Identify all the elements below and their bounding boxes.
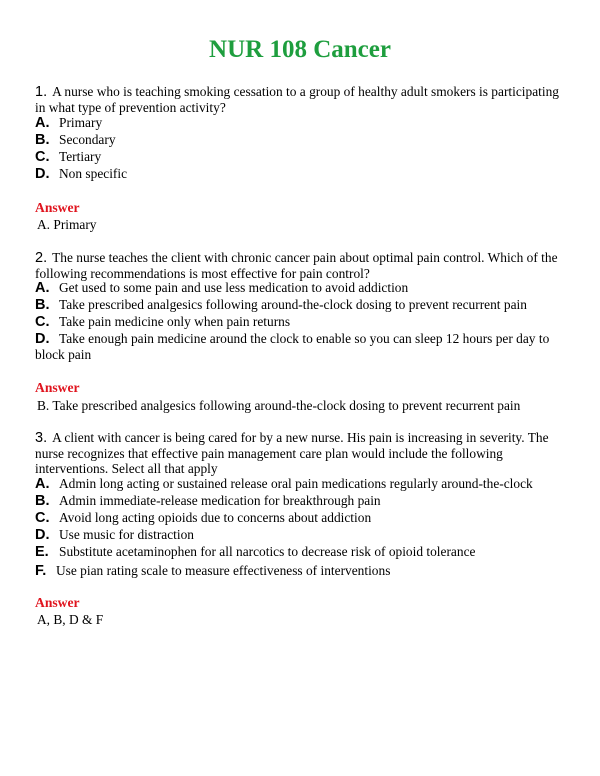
option-b: B. Secondary [35,132,116,148]
option-d: D. Take enough pain medicine around the clock to enable so you can sleep 12 hours per day to block pain [35,331,550,362]
option-e: E. Substitute acetaminophen for all narcotics to decrease risk of opioid tolerance [35,544,476,560]
question-2-options [35,280,565,362]
question-number: 1. [35,84,48,100]
page-title: NUR 108 Cancer [209,36,391,63]
question-text: 3. A client with cancer is being cared for by a new nurse. His pain is increasing in severity. The nurse recognizes that effective pain management care plan would include the following interventions. Select all that apply [35,430,549,476]
question-1 [35,84,565,115]
question-number: 2. [35,250,48,266]
question-text: 2. The nurse teaches the client with chronic cancer pain about optimal pain control. Which of the following recommendations is most effective for pain control? [35,250,558,281]
answer-text: B. Take prescribed analgesics following around-the-clock dosing to prevent recurrent pain [37,398,521,413]
answer-2 [35,380,565,413]
answer-1 [35,200,565,232]
option-d: D. Non specific [35,166,128,182]
answer-text: A. Primary [37,217,97,232]
option-a: A. Admin long acting or sustained release oral pain medications regularly around-the-clock [35,476,533,492]
question-number: 3. [35,430,48,446]
answer-label: Answer [35,200,80,215]
option-b: B. Take prescribed analgesics following around-the-clock dosing to prevent recurrent pain [35,297,527,313]
option-c: C. Avoid long acting opioids due to concerns about addiction [35,510,372,526]
option-a: A. Get used to some pain and use less medication to avoid addiction [35,280,409,296]
option-c: C. Tertiary [35,149,102,165]
answer-label: Answer [35,595,80,610]
answer-3 [35,595,565,627]
answer-text: A, B, D & F [37,612,104,627]
option-a: A. Primary [35,115,103,131]
question-text: 1. A nurse who is teaching smoking cessation to a group of healthy adult smokers is participating in what type of prevention activity? [35,84,559,115]
option-c: C. Take pain medicine only when pain returns [35,314,291,330]
option-f: F. Use pian rating scale to measure effectiveness of interventions [35,563,391,579]
option-d: D. Use music for distraction [35,527,194,543]
question-3 [35,430,565,476]
question-1-options [35,115,565,183]
option-b: B. Admin immediate-release medication for breakthrough pain [35,493,381,509]
answer-label: Answer [35,380,80,395]
question-3-options [35,476,565,580]
question-2 [35,250,565,281]
